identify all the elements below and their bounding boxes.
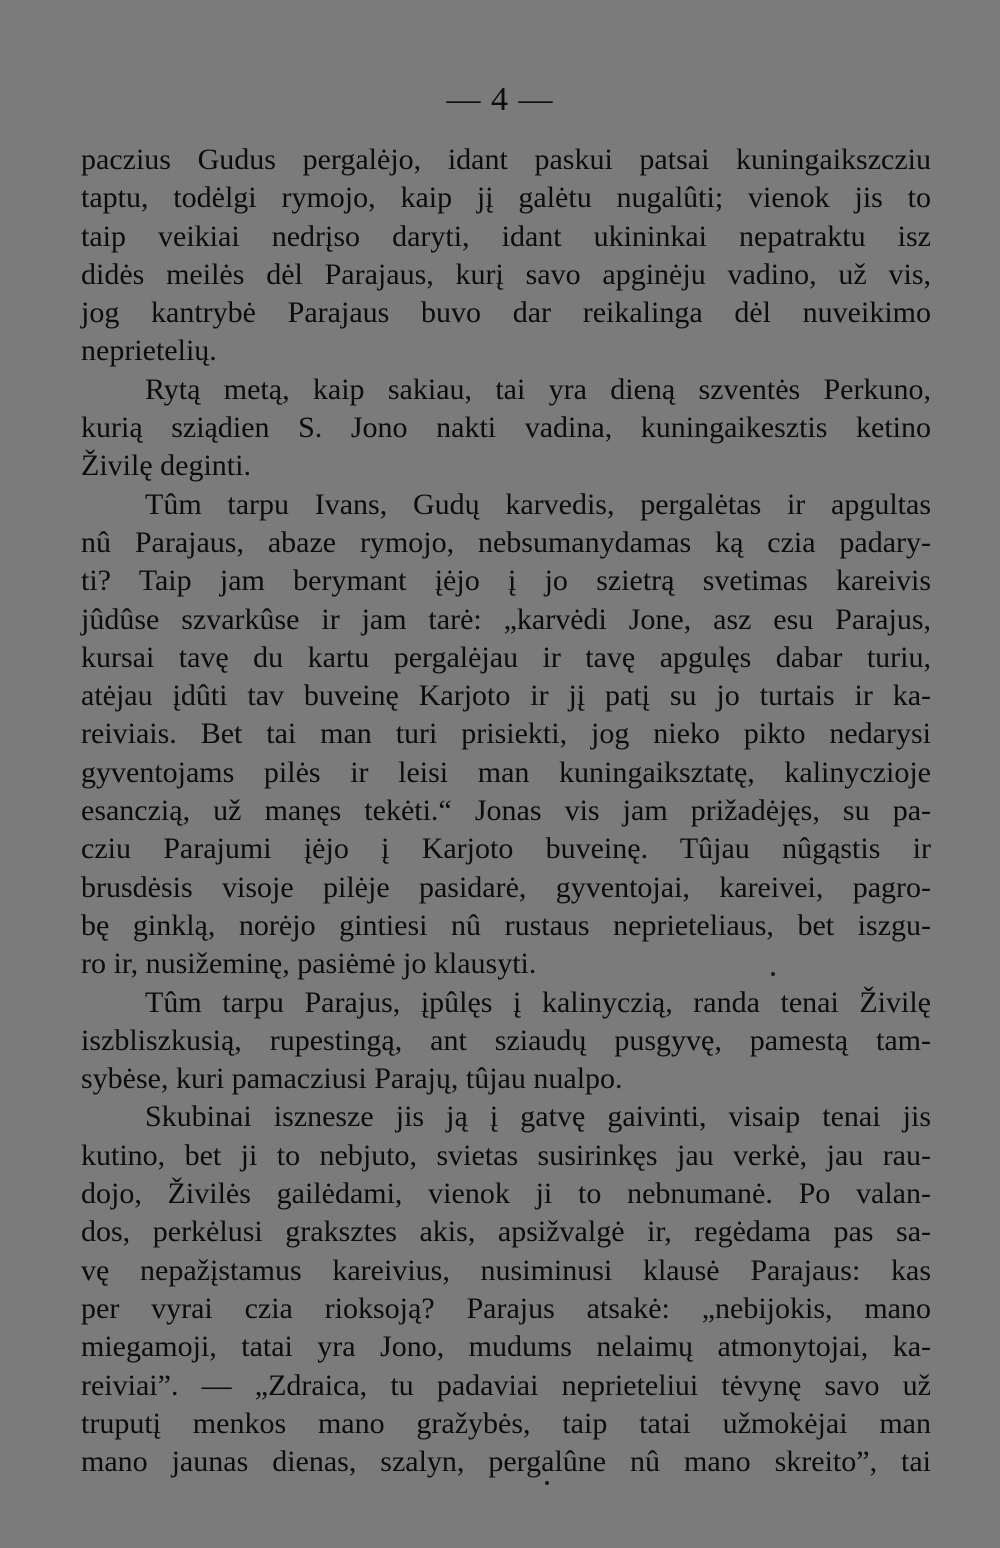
text-line: vę nepažįstamus kareivius, nusiminusi klausė Parajaus: kas <box>81 1253 931 1287</box>
text-line: ro ir, nusižeminę, pasiėmė jo klausyti. <box>81 947 537 981</box>
page-number: — 4 — <box>446 81 554 118</box>
paragraph-1 <box>81 141 931 371</box>
text-line: gyventojams pilės ir leisi man kuningaiksztatę, kalinyczioje <box>81 755 931 789</box>
text-line: kurią sziądien S. Jono nakti vadina, kuningaikesztis ketino <box>81 411 931 445</box>
paragraph-4 <box>81 984 931 1099</box>
text-line: Skubinai isznesze jis ją į gatvę gaivinti, visaip tenai jis <box>145 1100 931 1134</box>
text-line: jog kantrybė Parajaus buvo dar reikalinga dėl nuveikimo <box>81 296 931 330</box>
text-line: ti? Taip jam berymant įėjo į jo szietrą svetimas kareivis <box>81 564 931 598</box>
text-line: reiviai”. — „Zdraica, tu padaviai neprieteliui tėvynę savo už <box>81 1368 931 1402</box>
text-line: esanczią, už manęs tekėti.“ Jonas vis jam prižadėjęs, su pa- <box>81 794 931 828</box>
text-line: reiviais. Bet tai man turi prisiekti, jog nieko pikto nedarysi <box>81 717 931 751</box>
text-line: neprietelių. <box>81 334 217 368</box>
text-line: Tûm tarpu Parajus, įpûlęs į kalinyczią, randa tenai Živilę <box>145 985 931 1019</box>
text-line: brusdėsis visoje pilėje pasidarė, gyventojai, kareivei, pagro- <box>81 870 931 904</box>
text-body <box>81 141 931 1481</box>
paragraph-5 <box>81 1098 931 1481</box>
text-line: Živilę deginti. <box>81 449 251 483</box>
print-speck <box>771 972 775 976</box>
text-line: kursai tavę du kartu pergalėjau ir tavę apgulęs dabar turiu, <box>81 640 931 674</box>
text-line: dojo, Živilės gailėdami, vienok ji to nebnumanė. Po valan- <box>81 1177 931 1211</box>
text-line: bę ginklą, norėjo gintiesi nû rustaus neprieteliaus, bet iszgu- <box>81 908 931 942</box>
text-line: iszbliszkusią, rupestingą, ant sziaudų pusgyvę, pamestą tam- <box>81 1023 931 1057</box>
paragraph-2 <box>81 371 931 486</box>
text-line: paczius Gudus pergalėjo, idant paskui patsai kuningaikszcziu <box>81 143 931 176</box>
text-line: taptu, todėlgi rymojo, kaip jį galėtu nugalûti; vienok jis to <box>81 181 931 215</box>
text-line: jûdûse szvarkûse ir jam tarė: „karvėdi Jone, asz esu Parajus, <box>81 602 931 636</box>
text-line: mano jaunas dienas, szalyn, pergalûne nû mano skreito”, tai <box>81 1445 931 1479</box>
text-line: per vyrai czia rioksoją? Parajus atsakė: „nebijokis, mano <box>81 1291 931 1325</box>
paragraph-3 <box>81 486 931 984</box>
print-speck <box>545 1481 549 1485</box>
text-line: dos, perkėlusi graksztes akis, apsižvalgė ir, regėdama pas sa- <box>81 1215 931 1249</box>
text-line: truputį menkos mano gražybės, taip tatai užmokėjai man <box>81 1406 931 1440</box>
text-line: sybėse, kuri pamacziusi Parajų, tûjau nualpo. <box>81 1062 623 1096</box>
text-line: kutino, bet ji to nebjuto, svietas susirinkęs jau verkė, jau rau- <box>81 1138 931 1172</box>
text-line: Rytą metą, kaip sakiau, tai yra dieną szventės Perkuno, <box>145 372 931 406</box>
text-line: miegamoji, tatai yra Jono, mudums nelaimų atmonytojai, ka- <box>81 1330 931 1364</box>
text-line: Tûm tarpu Ivans, Gudų karvedis, pergalėtas ir apgultas <box>145 487 931 521</box>
text-line: atėjau įdûti tav buveinę Karjoto ir jį patį su jo turtais ir ka- <box>81 679 931 713</box>
text-line: taip veikiai nedrįso daryti, idant ukininkai nepatraktu isz <box>81 219 931 253</box>
text-line: nû Parajaus, abaze rymojo, nebsumanydamas ką czia padary- <box>81 525 931 559</box>
text-line: cziu Parajumi įėjo į Karjoto buveinę. Tûjau nûgąstis ir <box>81 832 931 866</box>
text-line: didės meilės dėl Parajaus, kurį savo apginėju vadino, už vis, <box>81 257 931 291</box>
